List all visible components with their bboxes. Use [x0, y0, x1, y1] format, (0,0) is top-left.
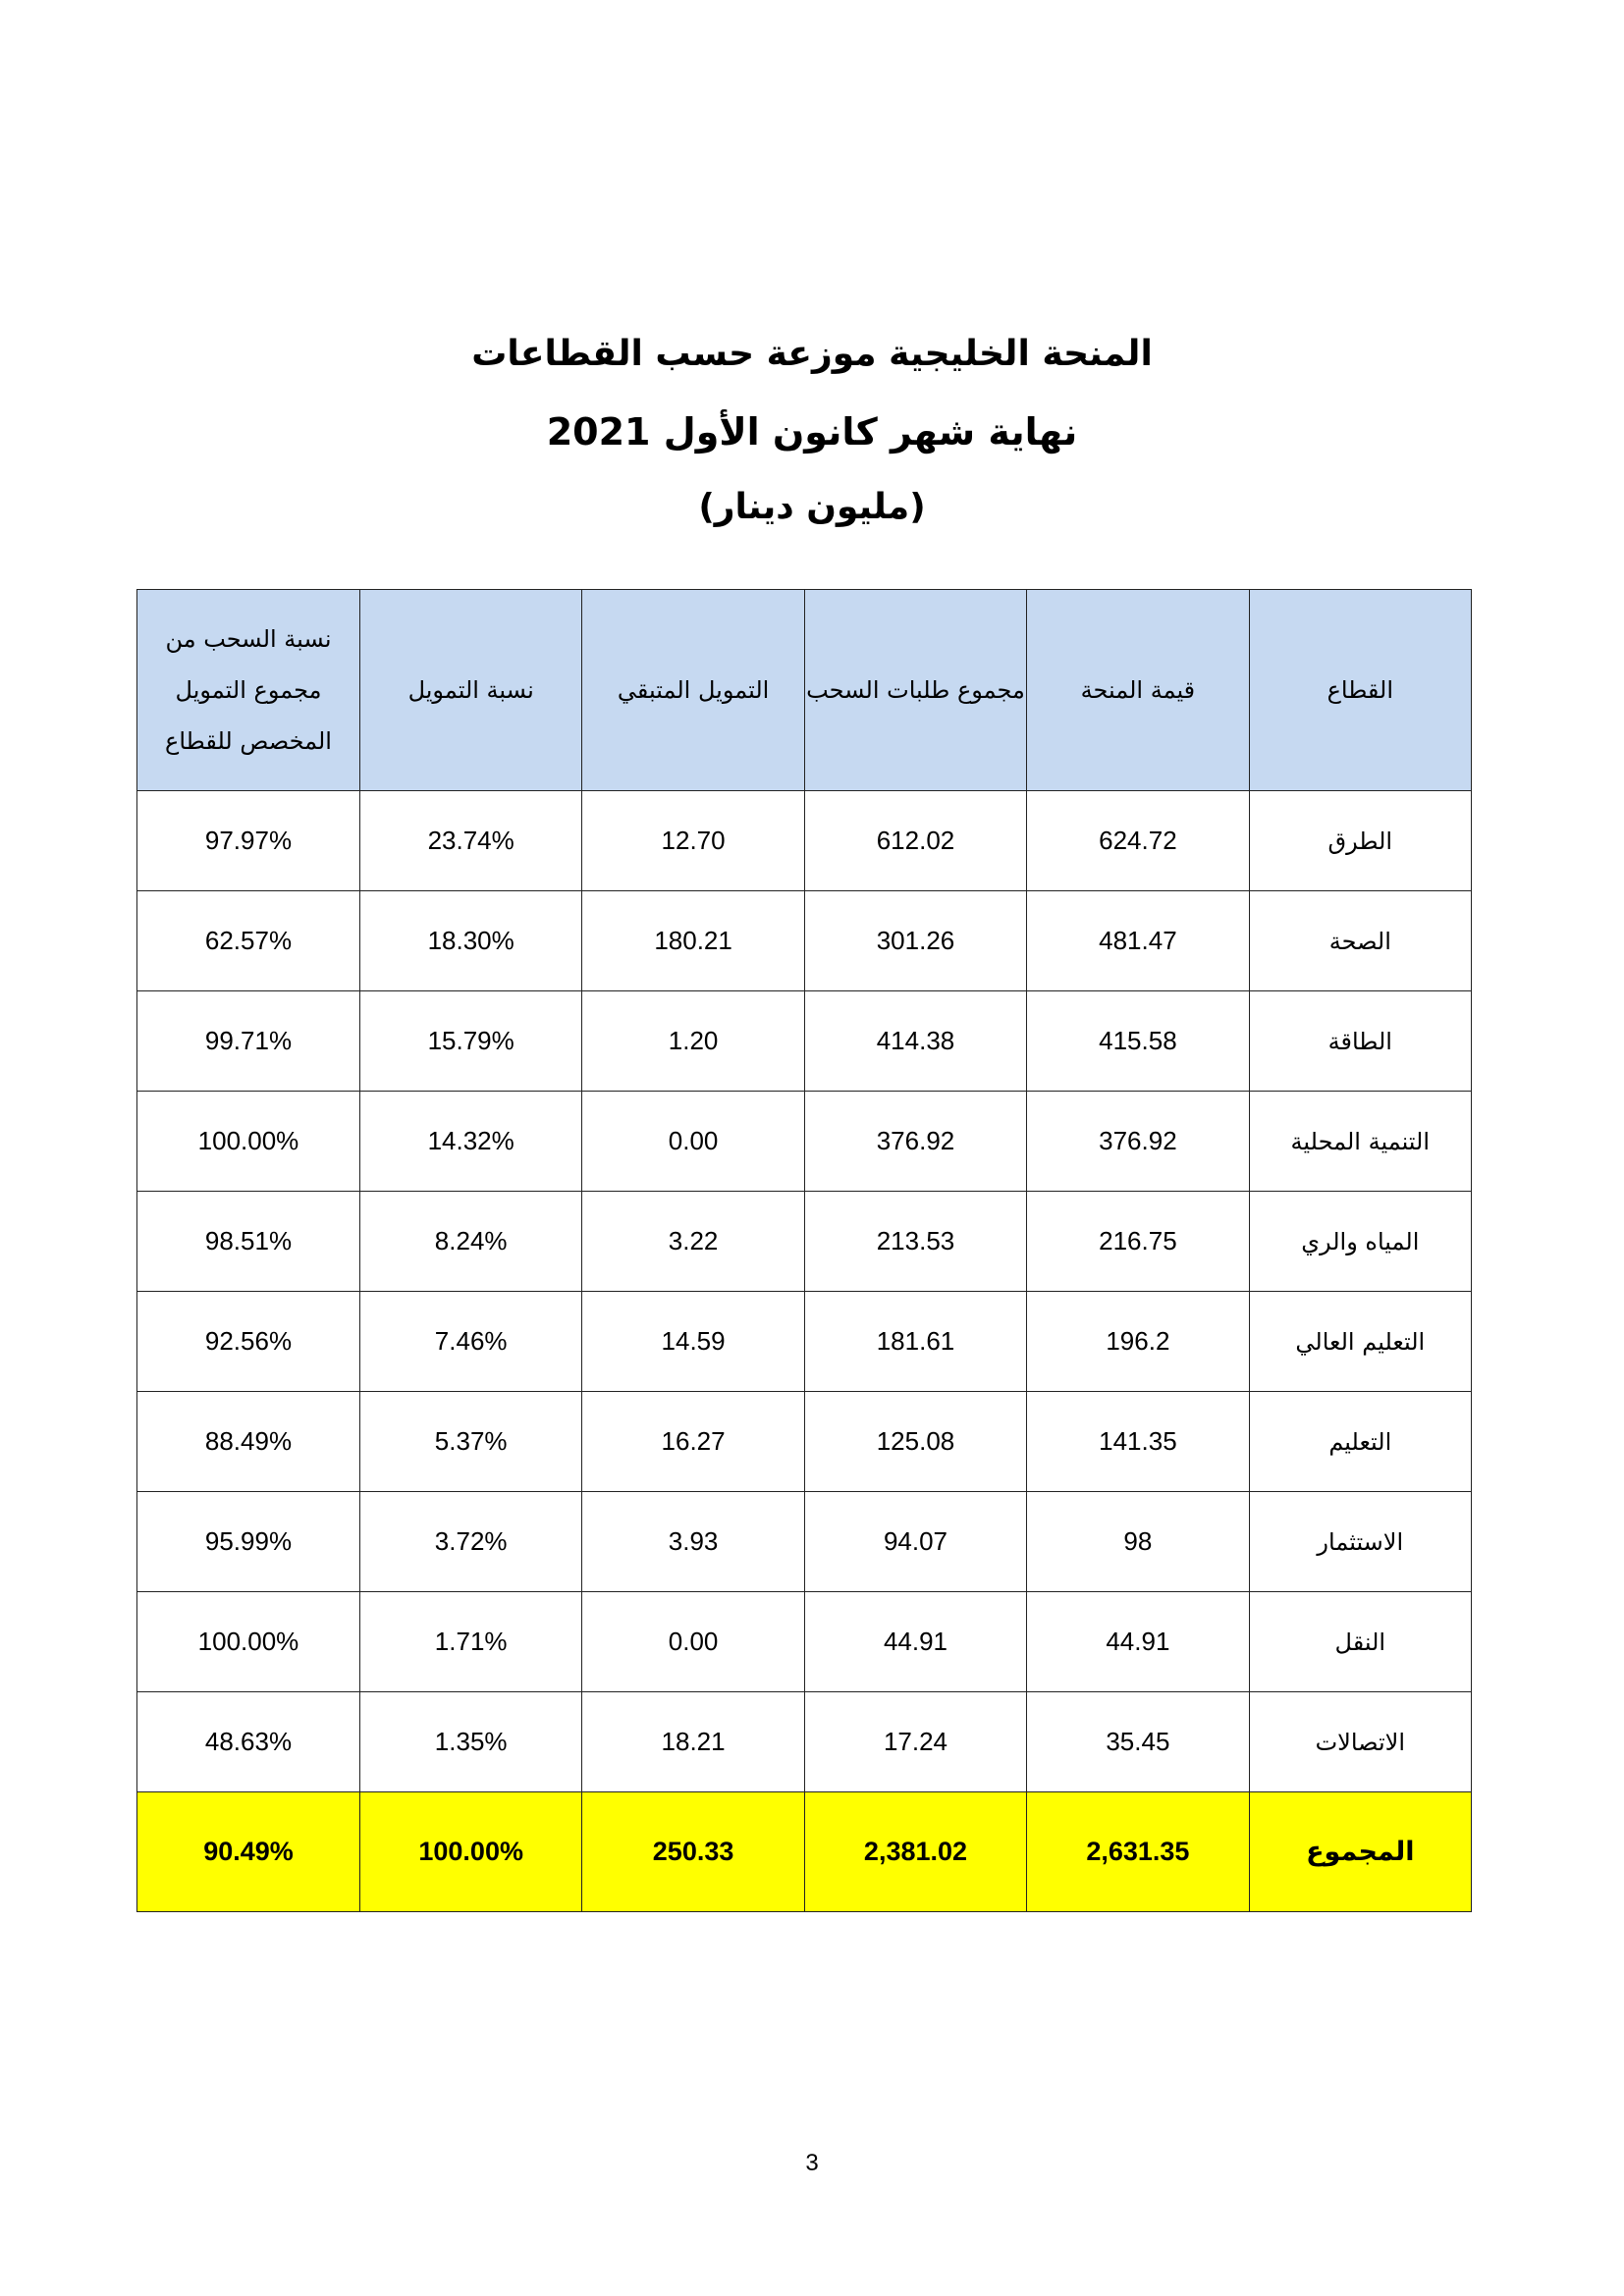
cell-sector: التعليم	[1249, 1392, 1471, 1492]
cell-withdrawal-requests: 414.38	[804, 991, 1026, 1092]
cell-grant-value: 216.75	[1027, 1192, 1249, 1292]
cell-sector: الاستثمار	[1249, 1492, 1471, 1592]
cell-funding-ratio: 15.79%	[359, 991, 581, 1092]
column-header-withdrawal-ratio: نسبة السحب من مجموع التمويل المخصص للقطاع	[137, 590, 360, 791]
cell-withdrawal-ratio: 99.71%	[137, 991, 360, 1092]
table-row	[137, 1392, 1472, 1492]
cell-remaining-funding: 3.93	[582, 1492, 804, 1592]
cell-withdrawal-requests: 301.26	[804, 891, 1026, 991]
title-line-1: المنحة الخليجية موزعة حسب القطاعات	[471, 334, 1153, 374]
cell-sector: التعليم العالي	[1249, 1292, 1471, 1392]
column-header-funding-ratio: نسبة التمويل	[359, 590, 581, 791]
cell-withdrawal-requests: 44.91	[804, 1592, 1026, 1692]
total-withdrawal-ratio: 90.49%	[137, 1792, 360, 1912]
cell-remaining-funding: 180.21	[582, 891, 804, 991]
cell-withdrawal-ratio: 100.00%	[137, 1592, 360, 1692]
cell-funding-ratio: 1.35%	[359, 1692, 581, 1792]
cell-withdrawal-ratio: 88.49%	[137, 1392, 360, 1492]
sector-grant-table	[136, 589, 1472, 1912]
total-withdrawal-requests: 2,381.02	[804, 1792, 1026, 1912]
cell-withdrawal-requests: 213.53	[804, 1192, 1026, 1292]
cell-funding-ratio: 23.74%	[359, 791, 581, 891]
column-header-grant-value: قيمة المنحة	[1027, 590, 1249, 791]
cell-withdrawal-requests: 94.07	[804, 1492, 1026, 1592]
total-funding-ratio: 100.00%	[359, 1792, 581, 1912]
cell-sector: الصحة	[1249, 891, 1471, 991]
total-label: المجموع	[1249, 1792, 1471, 1912]
cell-withdrawal-requests: 125.08	[804, 1392, 1026, 1492]
cell-remaining-funding: 0.00	[582, 1092, 804, 1192]
cell-funding-ratio: 7.46%	[359, 1292, 581, 1392]
cell-grant-value: 35.45	[1027, 1692, 1249, 1792]
column-header-withdrawal-requests: مجموع طلبات السحب	[804, 590, 1026, 791]
cell-sector: الطاقة	[1249, 991, 1471, 1092]
cell-sector: التنمية المحلية	[1249, 1092, 1471, 1192]
cell-grant-value: 376.92	[1027, 1092, 1249, 1192]
table-row	[137, 891, 1472, 991]
column-header-sector: القطاع	[1249, 590, 1471, 791]
cell-withdrawal-ratio: 62.57%	[137, 891, 360, 991]
cell-grant-value: 415.58	[1027, 991, 1249, 1092]
cell-funding-ratio: 5.37%	[359, 1392, 581, 1492]
cell-funding-ratio: 1.71%	[359, 1592, 581, 1692]
column-header-remaining-funding: التمويل المتبقي	[582, 590, 804, 791]
table-row	[137, 791, 1472, 891]
cell-grant-value: 141.35	[1027, 1392, 1249, 1492]
table-row	[137, 1092, 1472, 1192]
cell-remaining-funding: 1.20	[582, 991, 804, 1092]
cell-funding-ratio: 8.24%	[359, 1192, 581, 1292]
cell-remaining-funding: 0.00	[582, 1592, 804, 1692]
cell-withdrawal-ratio: 100.00%	[137, 1092, 360, 1192]
total-row	[137, 1792, 1472, 1912]
table-header-row	[137, 590, 1472, 791]
cell-sector: الاتصالات	[1249, 1692, 1471, 1792]
table-row	[137, 1292, 1472, 1392]
table-row	[137, 1492, 1472, 1592]
cell-funding-ratio: 18.30%	[359, 891, 581, 991]
cell-withdrawal-requests: 376.92	[804, 1092, 1026, 1192]
cell-sector: الطرق	[1249, 791, 1471, 891]
cell-grant-value: 196.2	[1027, 1292, 1249, 1392]
table-body	[137, 791, 1472, 1792]
cell-withdrawal-ratio: 95.99%	[137, 1492, 360, 1592]
cell-funding-ratio: 3.72%	[359, 1492, 581, 1592]
total-remaining-funding: 250.33	[582, 1792, 804, 1912]
cell-withdrawal-ratio: 97.97%	[137, 791, 360, 891]
cell-withdrawal-requests: 612.02	[804, 791, 1026, 891]
cell-remaining-funding: 16.27	[582, 1392, 804, 1492]
cell-withdrawal-ratio: 48.63%	[137, 1692, 360, 1792]
table-row	[137, 1592, 1472, 1692]
title-line-2: نهاية شهر كانون الأول 2021	[546, 410, 1078, 454]
cell-sector: النقل	[1249, 1592, 1471, 1692]
title-line-3-unit: (مليون دينار)	[698, 487, 926, 527]
cell-remaining-funding: 18.21	[582, 1692, 804, 1792]
cell-grant-value: 481.47	[1027, 891, 1249, 991]
total-grant-value: 2,631.35	[1027, 1792, 1249, 1912]
cell-withdrawal-ratio: 98.51%	[137, 1192, 360, 1292]
table-row	[137, 1692, 1472, 1792]
cell-funding-ratio: 14.32%	[359, 1092, 581, 1192]
cell-grant-value: 98	[1027, 1492, 1249, 1592]
cell-remaining-funding: 12.70	[582, 791, 804, 891]
cell-remaining-funding: 14.59	[582, 1292, 804, 1392]
cell-grant-value: 624.72	[1027, 791, 1249, 891]
cell-grant-value: 44.91	[1027, 1592, 1249, 1692]
page-number: 3	[805, 2150, 819, 2176]
cell-remaining-funding: 3.22	[582, 1192, 804, 1292]
table-row	[137, 1192, 1472, 1292]
cell-sector: المياه والري	[1249, 1192, 1471, 1292]
cell-withdrawal-ratio: 92.56%	[137, 1292, 360, 1392]
table-row	[137, 991, 1472, 1092]
cell-withdrawal-requests: 181.61	[804, 1292, 1026, 1392]
cell-withdrawal-requests: 17.24	[804, 1692, 1026, 1792]
